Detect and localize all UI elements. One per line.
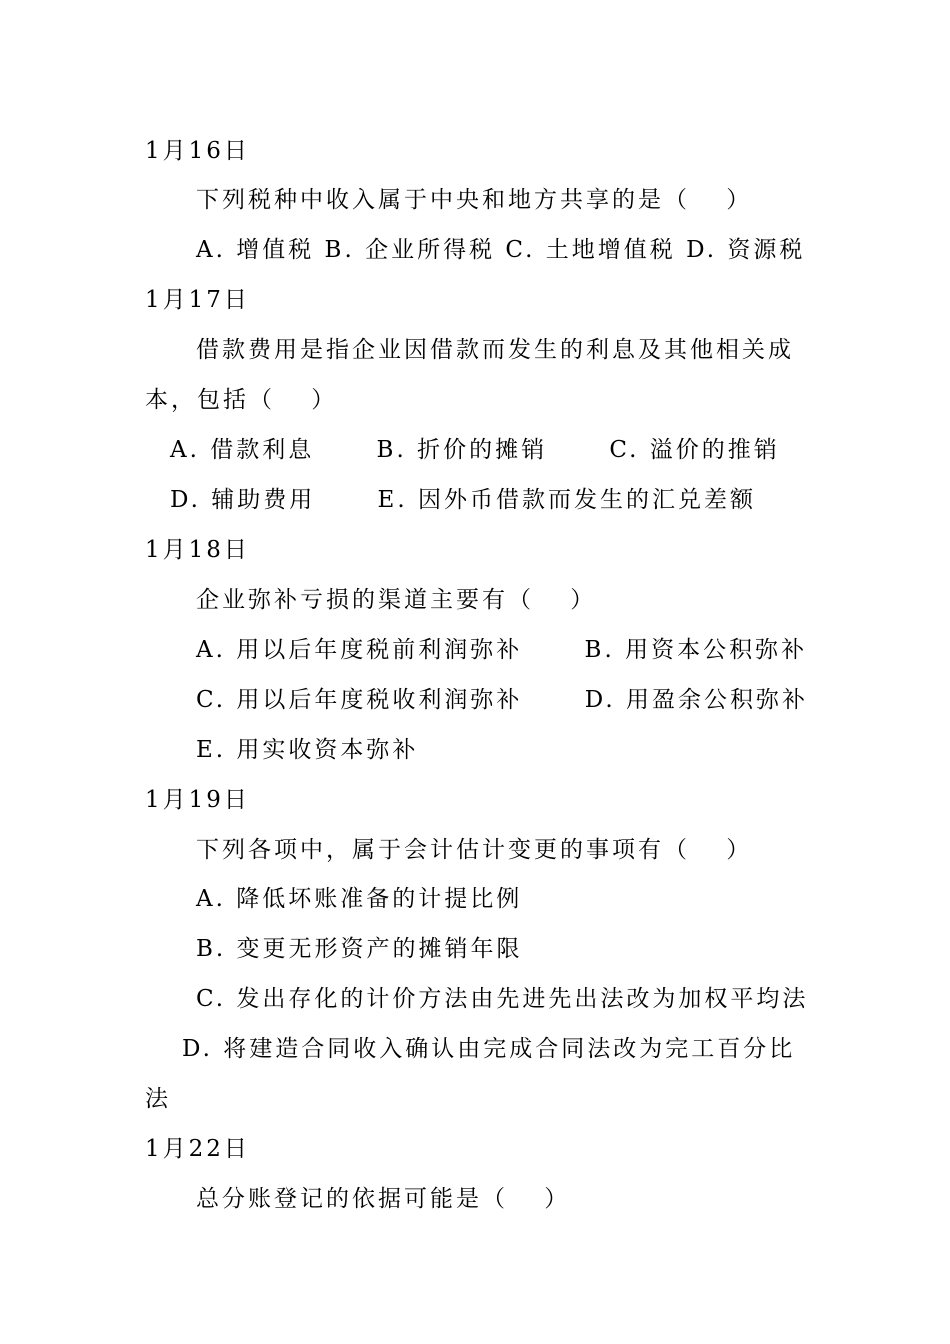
option-text: B. 变更无形资产的摊销年限 <box>196 936 523 962</box>
date-heading: 1月22日 <box>145 1136 250 1162</box>
question-text: 总分账登记的依据可能是（ ） <box>196 1186 571 1212</box>
options-text: D. 辅助费用 E. 因外币借款而发生的汇兑差额 <box>170 487 756 513</box>
question-text: 下列各项中，属于会计估计变更的事项有（ ） <box>196 837 753 863</box>
date-heading: 1月18日 <box>145 537 250 563</box>
options-text: C. 用以后年度税收利润弥补 D. 用盈余公积弥补 <box>196 687 808 713</box>
option-text-continued: 法 <box>145 1086 171 1112</box>
date-heading: 1月16日 <box>145 138 250 164</box>
date-heading: 1月19日 <box>145 787 250 813</box>
question-text: 下列税种中收入属于中央和地方共享的是（ ） <box>196 187 753 213</box>
options-text: A. 用以后年度税前利润弥补 B. 用资本公积弥补 <box>196 637 808 663</box>
question-text: 借款费用是指企业因借款而发生的利息及其他相关成 <box>196 337 794 363</box>
option-text: A. 降低坏账准备的计提比例 <box>196 886 523 912</box>
options-text: A. 增值税 B. 企业所得税 C. 土地增值税 D. 资源税 <box>196 237 806 263</box>
question-text: 企业弥补亏损的渠道主要有（ ） <box>196 587 597 613</box>
options-text: A. 借款利息 B. 折价的摊销 C. 溢价的推销 <box>170 437 780 463</box>
option-text: C. 发出存化的计价方法由先进先出法改为加权平均法 <box>196 986 809 1012</box>
option-text: D. 将建造合同收入确认由完成合同法改为完工百分比 <box>182 1036 796 1062</box>
date-heading: 1月17日 <box>145 287 250 313</box>
question-text-continued: 本，包括（ ） <box>145 387 338 413</box>
options-text: E. 用实收资本弥补 <box>196 737 419 763</box>
